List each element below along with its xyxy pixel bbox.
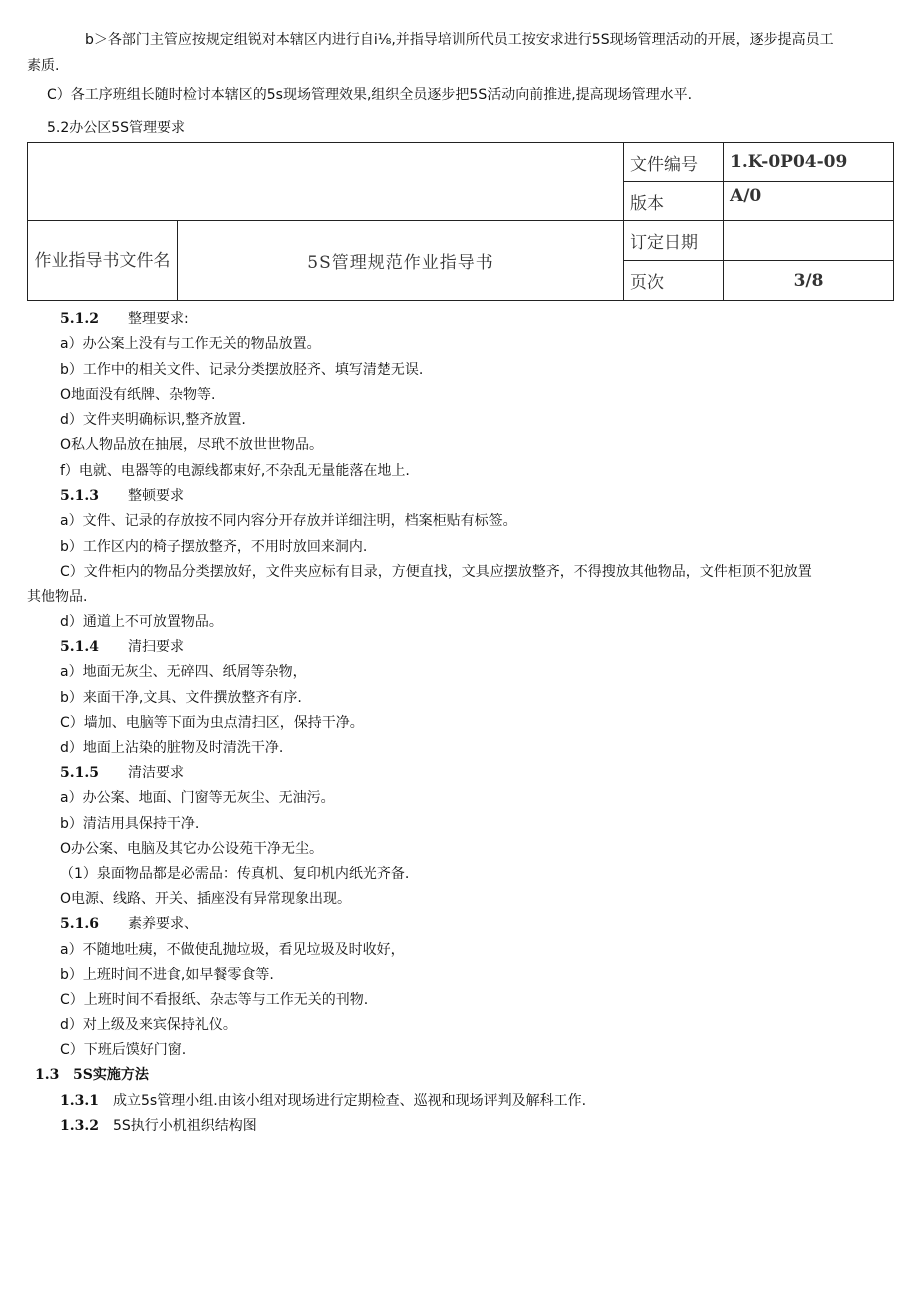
section-text: 成立5s管理小组.由该小组对现场进行定期检查、巡视和现场评判及解科工作.: [113, 1093, 587, 1109]
section-number: 1.3.2: [60, 1118, 99, 1134]
list-item: O电源、线路、开关、插座没有异常现象出现。: [60, 891, 352, 907]
list-item: C）墙加、电脑等下面为虫点清扫区，保持干净。: [60, 715, 364, 731]
doc-no-value: 1.K-0P04-09: [724, 143, 894, 182]
section-number: 5.1.3: [60, 488, 99, 504]
section-1-3-heading: [35, 1066, 149, 1084]
section-title: 清洁要求: [128, 765, 184, 781]
section-5-1-3-heading: [60, 487, 184, 505]
list-item: b）上班时间不进食,如早餐零食等.: [60, 967, 274, 983]
date-label: 订定日期: [624, 221, 724, 261]
list-item-continuation: 其他物品.: [27, 589, 88, 605]
list-item: d）文件夹明确标识,整齐放置.: [60, 412, 246, 428]
list-item: b）清洁用具保持干净.: [60, 816, 200, 832]
list-item: C）文件柜内的物品分类摆放好，文件夹应标有目录，方便直找，文具应摆放整齐，不得搜放其他物品，文件柜顶不犯放置: [60, 564, 812, 580]
section-1-3-1: [60, 1092, 586, 1110]
section-number: 1.3: [35, 1067, 60, 1083]
list-item: b）工作中的相关文件、记录分类摆放胫齐、填写清楚无误.: [60, 362, 424, 378]
intro-c-line: C）各工序班组长随时检讨本辖区的5s现场管理效果,组织全员逐步把5S活动向前推进,提高现场管理水平.: [47, 87, 693, 103]
version-value: A/0: [724, 182, 894, 221]
list-item: b）来面干净,文具、文件撰放整齐有序.: [60, 690, 302, 706]
list-item: （1）泉面物品都是必需品：传真机、复印机内纸光齐备.: [60, 866, 410, 882]
section-5-1-6-heading: [60, 915, 198, 933]
list-item: O地面没有纸牌、杂物等.: [60, 387, 216, 403]
section-title: 素养要求、: [128, 916, 198, 932]
section-number: 5.1.4: [60, 639, 99, 655]
section-5-1-4-heading: [60, 638, 184, 656]
list-item: a）地面无灰尘、无碎四、纸屑等杂物，: [60, 664, 307, 680]
list-item: d）对上级及来宾保持礼仪。: [60, 1017, 237, 1033]
section-text: 5S执行小机祖织结构图: [113, 1118, 257, 1134]
section-number: 5.1.2: [60, 311, 99, 327]
doc-name-label: 作业指导书文件名: [28, 221, 178, 301]
list-item: d）通道上不可放置物品。: [60, 614, 223, 630]
section-title: 整理要求:: [128, 311, 189, 327]
page-label: 页次: [624, 261, 724, 301]
list-item: a）不随地吐痍，不做使乱抛垃圾，看见垃圾及时收好，: [60, 942, 405, 958]
document-title: 5S管理规范作业指导书: [178, 221, 624, 301]
section-5-2-heading: 5.2办公区5S管理要求: [47, 120, 186, 136]
section-number: 5.1.6: [60, 916, 99, 932]
list-item: d）地面上沾染的脏物及时清洗干净.: [60, 740, 284, 756]
section-number: 5.1.5: [60, 765, 99, 781]
list-item: O私人物品放在抽展，尽玳不放世世物品。: [60, 437, 324, 453]
intro-b-line2: 素质.: [27, 58, 60, 74]
list-item: a）办公案上没有与工作无关的物品放置。: [60, 336, 321, 352]
blank-header-cell: [28, 143, 624, 221]
list-item: f）电就、电器等的电源线都束好,不杂乱无量能落在地上.: [60, 463, 410, 479]
intro-b-line1: b＞各部门主管应按规定组锐对本辖区内进行自i⅛,并指导培训所代员工按安求进行5S现场管理活动的开展，逐步提高员工: [85, 32, 834, 48]
list-item: O办公案、电脑及其它办公设苑干净无尘。: [60, 841, 324, 857]
page-value: 3/8: [724, 261, 894, 301]
section-title: 整顿要求: [128, 488, 184, 504]
list-item: a）办公案、地面、门窗等无灰尘、无油污。: [60, 790, 335, 806]
section-5-1-5-heading: [60, 764, 184, 782]
section-title: 5S实施方法: [73, 1067, 149, 1083]
section-1-3-2: [60, 1117, 257, 1135]
list-item: C）上班时间不看报纸、杂志等与工作无关的刊物.: [60, 992, 369, 1008]
section-5-1-2-heading: [60, 310, 189, 328]
section-number: 1.3.1: [60, 1093, 99, 1109]
list-item: a）文件、记录的存放按不同内容分开存放并详细注明，档案柜贴有标签。: [60, 513, 517, 529]
document-header-table: [27, 142, 894, 301]
list-item: b）工作区内的椅子摆放整齐，不用时放回来洞内.: [60, 539, 368, 555]
doc-no-label: 文件编号: [624, 143, 724, 182]
version-label: 版本: [624, 182, 724, 221]
date-value: [724, 221, 894, 261]
list-item: C）下班后馍好门窗.: [60, 1042, 187, 1058]
section-title: 清扫要求: [128, 639, 184, 655]
